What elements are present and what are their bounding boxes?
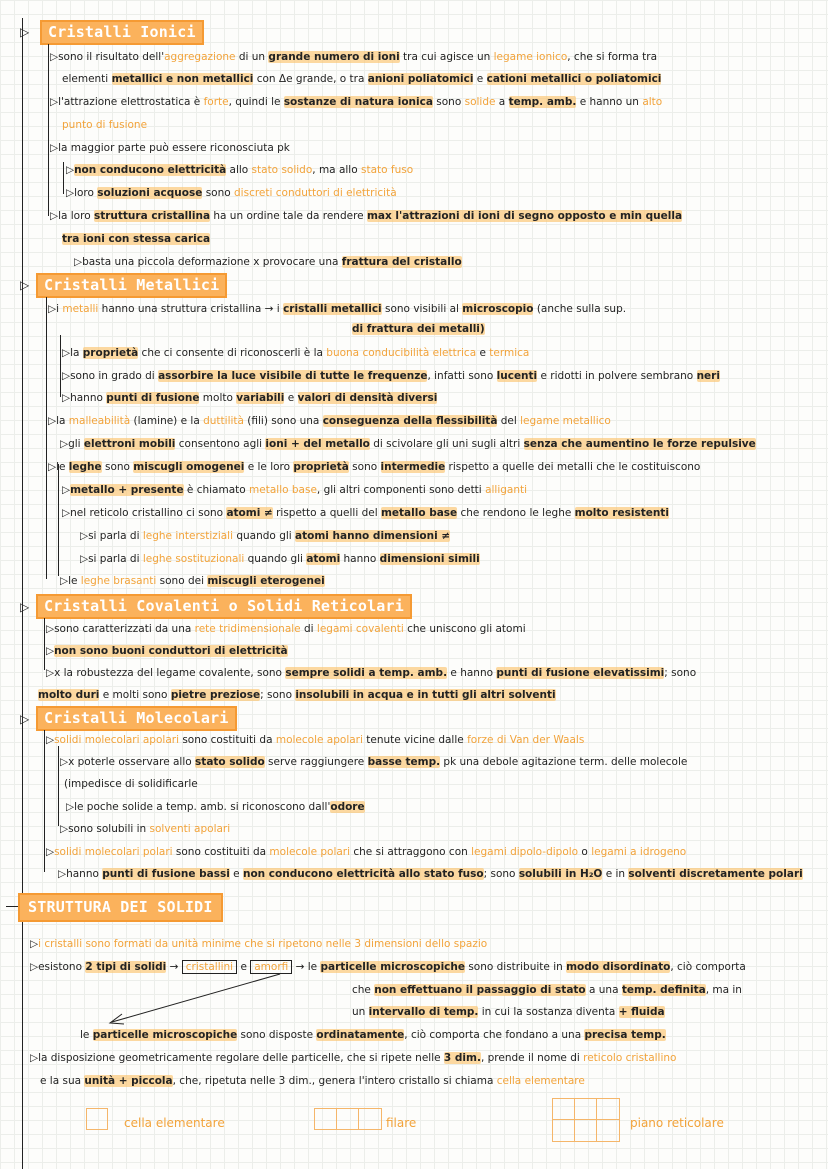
text-line: tra ioni con stessa carica [62,233,211,245]
branch-line [46,297,47,579]
diagram-arrow [90,972,290,1032]
text-line: un intervallo di temp. in cui la sostanza diventa + fluida [352,1006,665,1018]
text-line: ▷non conducono elettricità allo stato solido, ma allo stato fuso [66,164,414,176]
tag-cristallini: cristallini [182,960,237,974]
text-line: le particelle microscopiche sono disposte ordinatamente, ciò comporta che fondano a una precisa temp. [80,1029,666,1041]
branch-line [48,44,49,216]
text-line: ▷la disposizione geometricamente regolare delle particelle, che si ripete nelle 3 dim., prende il nome di reticolo cristallino [30,1052,677,1064]
text-line: ▷la maggior parte può essere riconosciuta pk [50,142,290,154]
text-line: ▷esistono 2 tipi di solidi → cristallini e amorfi → le particelle microscopiche sono distribuite in modo disordinato, ciò comporta [30,961,746,973]
text-line: ▷la loro struttura cristallina ha un ordine tale da rendere max l'attrazioni di ioni di segno opposto e min quella [50,210,683,222]
branch-line [60,335,61,397]
text-line: ▷non sono buoni conduttori di elettricità [46,645,288,657]
text-line: ▷solidi molecolari polari sono costituiti da molecole polari che si attraggono con legami dipolo-dipolo o legami a idrogeno [46,846,687,858]
text-line: ▷x la robustezza del legame covalente, sono sempre solidi a temp. amb. e hanno punti di fusione elevatissimi; sono [46,667,697,679]
text-line: ▷sono il risultato dell'aggregazione di un grande numero di ioni tra cui agisce un legame ionico, che si forma tra [50,51,657,63]
text-line: ▷la malleabilità (lamine) e la duttilità (fili) sono una conseguenza della flessibilità del legame metallico [48,415,611,427]
text-line: ▷basta una piccola deformazione x provocare una frattura del cristallo [74,256,462,268]
section-title-struttura: STRUTTURA DEI SOLIDI [18,893,223,922]
tag-amorfi: amorfi [250,960,292,974]
section-title-ionici: Cristalli Ionici [40,20,204,45]
text-line: che non effettuano il passaggio di stato a una temp. definita, ma in [352,984,742,996]
text-line: ▷le leghe sono miscugli omogenei e le loro proprietà sono intermedie rispetto a quelle dei metalli che le costituiscono [48,461,701,473]
section-arrow: ▷ [20,600,30,614]
text-line: elementi metallici e non metallici con Δe grande, o tra anioni poliatomici e cationi metallici o poliatomici [62,73,662,85]
text-line: ▷le leghe brasanti sono dei miscugli eterogenei [60,575,325,587]
text-line: ▷sono caratterizzati da una rete tridimensionale di legami covalenti che uniscono gli atomi [46,623,526,635]
figure-cella-elementare [86,1108,108,1130]
figure-label-filare: filare [386,1116,417,1130]
text-line: ▷hanno punti di fusione bassi e non conducono elettricità allo stato fuso; sono solubili in H₂O e in solventi discretamente polari [58,868,803,880]
text-line: e la sua unità + piccola, che, ripetuta nelle 3 dim., genera l'intero cristallo si chiama cella elementare [40,1075,585,1087]
text-line: ▷loro soluzioni acquose sono discreti conduttori di elettricità [66,187,397,199]
text-line: ▷hanno punti di fusione molto variabili e valori di densità diversi [62,392,438,404]
text-line: ▷si parla di leghe interstiziali quando gli atomi hanno dimensioni ≠ [80,530,451,542]
text-line: ▷sono solubili in solventi apolari [60,823,231,835]
text-line: ▷i metalli hanno una struttura cristallina → i cristalli metallici sono visibili al microscopio (anche sulla sup. [48,303,627,315]
outline-spine [22,18,23,1169]
text-line: ▷l'attrazione elettrostatica è forte, quindi le sostanze di natura ionica sono solide a temp. amb. e hanno un alto [50,96,663,108]
figure-filare [314,1108,382,1130]
figure-label-cella: cella elementare [124,1116,225,1130]
branch-line [44,618,45,670]
section-title-molecolari: Cristalli Molecolari [36,706,237,731]
section-arrow: ▷ [20,278,30,292]
text-line: ▷solidi molecolari apolari sono costituiti da molecole apolari tenute vicine dalle forze di Van der Waals [46,734,585,746]
text-line: ▷i cristalli sono formati da unità minime che si ripetono nelle 3 dimensioni dello spazio [30,938,488,950]
text-line: ▷metallo + presente è chiamato metallo base, gli altri componenti sono detti alliganti [62,484,528,496]
branch-line [58,464,59,576]
section-title-covalenti: Cristalli Covalenti o Solidi Reticolari [36,594,412,619]
section-arrow: ▷ [20,712,30,726]
text-line: molto duri e molti sono pietre preziose; sono insolubili in acqua e in tutti gli altri solventi [38,689,556,701]
text-line: ▷gli elettroni mobili consentono agli ioni + del metallo di scivolare gli uni sugli altri senza che aumentino le forze repulsive [60,438,756,450]
figure-piano-reticolare [552,1098,620,1142]
text-line: ▷si parla di leghe sostituzionali quando gli atomi hanno dimensioni simili [80,553,480,565]
text-line: ▷le poche solide a temp. amb. si riconoscono dall'odore [66,801,365,813]
figure-label-piano: piano reticolare [630,1116,724,1130]
text-line: di frattura dei metalli) [352,323,485,335]
text-line: ▷la proprietà che ci consente di riconoscerli è la buona conducibilità elettrica e termica [62,347,530,359]
text-line: ▷sono in grado di assorbire la luce visibile di tutte le frequenze, infatti sono lucenti e ridotti in polvere sembrano neri [62,370,720,382]
text-line: (impedisce di solidificarle [64,778,198,790]
section-title-metallici: Cristalli Metallici [36,273,227,298]
text-line: punto di fusione [62,119,148,131]
branch-line [44,730,45,872]
text-line: ▷x poterle osservare allo stato solido serve raggiungere basse temp. pk una debole agitazione term. delle molecole [60,756,688,768]
branch-line [58,746,59,826]
section-arrow: ▷ [20,25,30,39]
text-line: ▷nel reticolo cristallino ci sono atomi ≠ rispetto a quelli del metallo base che rendono le leghe molto resistenti [62,507,669,519]
branch-line [63,162,64,194]
